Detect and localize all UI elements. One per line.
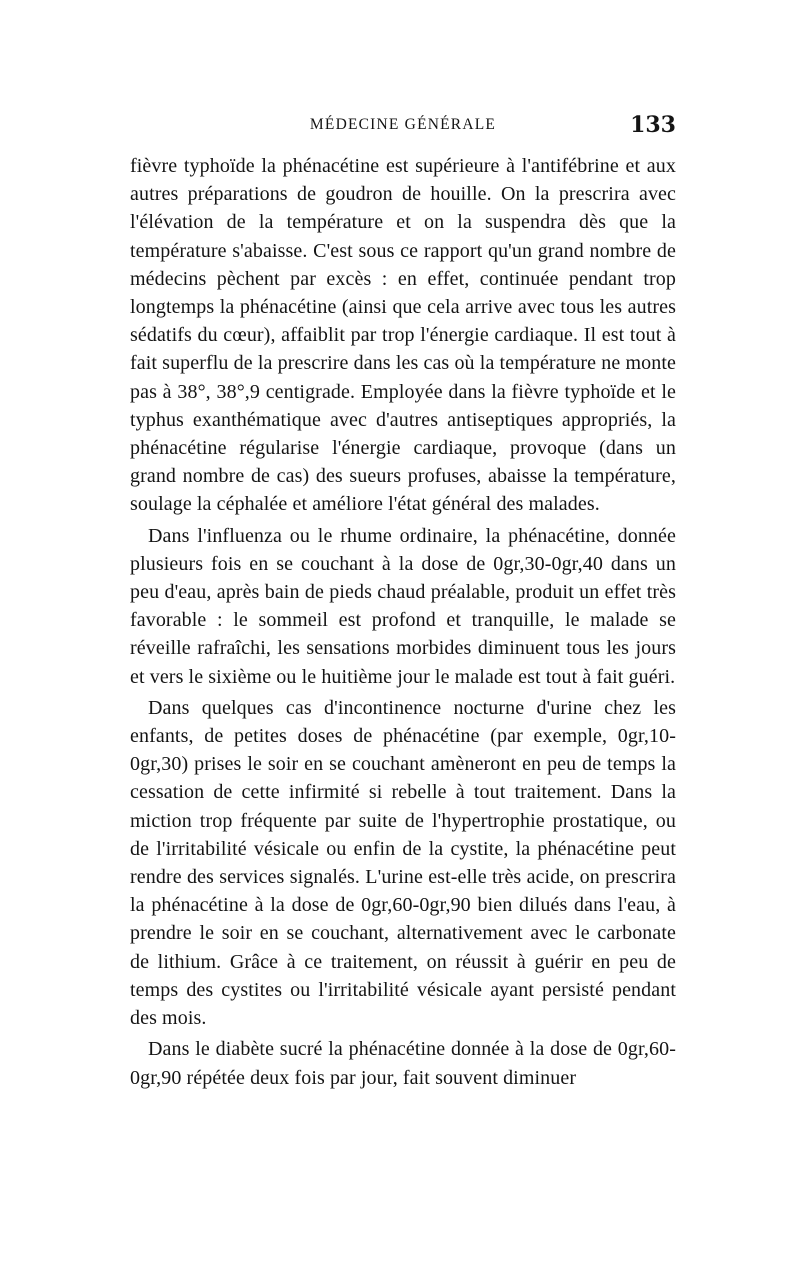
- running-head: [130, 112, 676, 144]
- page-number: 133: [630, 112, 676, 138]
- paragraph-diabetes: Dans le diabète sucré la phénacétine donnée à la dose de 0gr,60-0gr,90 répétée deux fois par jour, fait souvent diminuer: [130, 1038, 676, 1089]
- paragraph-influenza: Dans l'influenza ou le rhume ordinaire, la phénacétine, donnée plusieurs fois en se couchant à la dose de 0gr,30-0gr,40 dans un peu d'eau, après bain de pieds chaud préalable, produit un effet très favorable : le sommeil est profond et tranquille, le malade se réveille rafraîchi, les sensations morbides diminuent tous les jours et vers le sixième ou le huitième jour le malade est tout à fait guéri.: [130, 524, 676, 688]
- paragraph-incontinence: Dans quelques cas d'incontinence nocturne d'urine chez les enfants, de petites doses de phénacétine (par exemple, 0gr,10-0gr,30) prises le soir en se couchant amèneront en peu de temps la cessation de cette infirmité si rebelle à tout traitement. Dans la miction trop fréquente par suite de l'hypertrophie prostatique, ou de l'irritabilité vésicale ou enfin de la cystite, la phénacétine peut rendre des services signalés. L'urine est-elle très acide, on prescrira la phénacétine à la dose de 0gr,60-0gr,90 bien dilués dans l'eau, à prendre le soir en se couchant, alternativement avec le carbonate de lithium. Grâce à ce traitement, on réussit à guérir en peu de temps des cystites ou l'irritabilité vésicale ayant persisté pendant des mois.: [130, 696, 676, 1030]
- book-page: [130, 112, 676, 1092]
- running-title: MÉDECINE GÉNÉRALE: [309, 116, 497, 133]
- body-text: [130, 152, 676, 1092]
- paragraph-typhoid: fièvre typhoïde la phénacétine est supérieure à l'antifébrine et aux autres préparations de goudron de houille. On la prescrira avec l'élévation de la température et on la suspendra dès que la température s'abaisse. C'est sous ce rapport qu'un grand nombre de médecins pèchent par excès : en effet, continuée pendant trop longtemps la phénacétine (ainsi que cela arrive avec tous les autres sédatifs du cœur), affaiblit par trop l'énergie cardiaque. Il est tout à fait superflu de la prescrire dans les cas où la température ne monte pas à 38°, 38°,9 centigrade. Employée dans la fièvre typhoïde et le typhus exanthématique avec d'autres antiseptiques appropriés, la phénacétine régularise l'énergie cardiaque, provoque (dans un grand nombre de cas) des sueurs profuses, abaisse la température, soulage la céphalée et améliore l'état général des malades.: [130, 155, 676, 516]
